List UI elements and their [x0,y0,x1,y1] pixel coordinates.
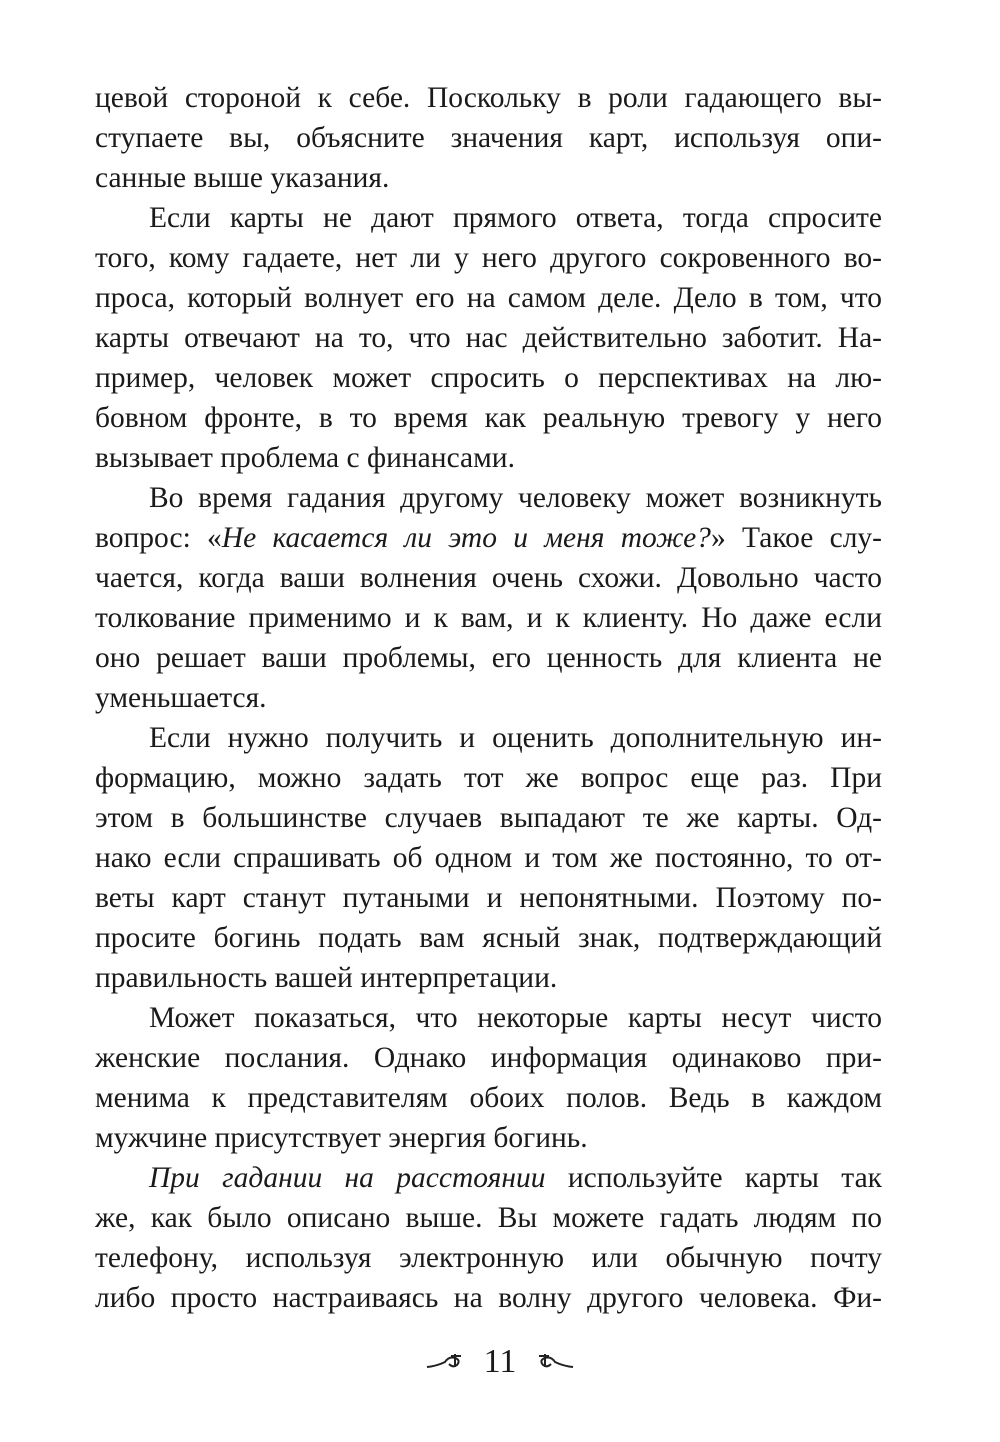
page-number: 11 [483,1343,517,1380]
text-line [95,438,882,478]
text-segment: Если нужно получить и оценить дополнительную ин- [149,722,882,754]
text-line [95,198,882,238]
page-footer [0,1340,1000,1386]
text-segment: вызывает проблема с финансами. [95,442,515,474]
text-segment: либо просто настраиваясь на волну другого человека. Фи- [95,1282,882,1314]
text-line [95,358,882,398]
text-line [95,718,882,758]
text-segment: Может показаться, что некоторые карты несут чисто [149,1002,882,1034]
text-segment: мужчине присутствует энергия богинь. [95,1122,588,1154]
text-line [95,598,882,638]
text-segment: бовном фронте, в то время как реальную тревогу у него [95,402,882,434]
text-segment: формацию, можно задать тот же вопрос еще раз. При [95,762,882,794]
text-line [95,878,882,918]
text-segment: чается, когда ваши волнения очень схожи. Довольно часто [95,562,882,594]
text-line [95,398,882,438]
text-segment: того, кому гадаете, нет ли у него другого сокровенного во- [95,242,882,274]
text-line [95,918,882,958]
text-line [95,118,882,158]
ornament-left-icon [425,1342,465,1386]
text-line [95,1198,882,1238]
italic-text: При гадании на расстоянии [149,1162,546,1194]
text-segment: правильность вашей интерпретации. [95,962,558,994]
text-line [95,998,882,1038]
text-line [95,318,882,358]
text-segment: используйте карты так [545,1162,882,1194]
text-segment: Если карты не дают прямого ответа, тогда спросите [149,202,882,234]
text-line [95,1078,882,1118]
text-segment: санные выше указания. [95,162,390,194]
text-segment: просите богинь подать вам ясный знак, подтверждающий [95,922,882,954]
text-segment: проса, который волнует его на самом деле. Дело в том, что [95,282,882,314]
text-segment: веты карт станут путаными и непонятными. Поэтому по- [95,882,882,914]
text-line [95,158,882,198]
text-segment: женские послания. Однако информация одинаково при- [95,1042,882,1074]
text-segment: нако если спрашивать об одном и том же постоянно, то от- [95,842,882,874]
text-line [95,958,882,998]
text-segment: оно решает ваши проблемы, его ценность для клиента не [95,642,882,674]
text-line [95,1158,882,1198]
text-line [95,278,882,318]
text-line [95,1238,882,1278]
text-segment: уменьшается. [95,682,267,714]
text-segment: Во время гадания другому человеку может возникнуть [149,482,882,514]
text-line [95,518,882,558]
text-line [95,838,882,878]
text-line [95,798,882,838]
text-line [95,638,882,678]
text-segment: вопрос: « [95,522,222,554]
italic-text: Не касается ли это и меня тоже? [221,522,711,554]
text-line [95,558,882,598]
text-line [95,1278,882,1318]
text-line [95,1118,882,1158]
text-segment: ступаете вы, объясните значения карт, используя опи- [95,122,882,154]
text-segment: толкование применимо и к вам, и к клиенту. Но даже если [95,602,882,634]
text-segment: телефону, используя электронную или обычную почту [95,1242,882,1274]
ornament-right-icon [535,1342,575,1386]
text-segment: пример, человек может спросить о перспективах на лю- [95,362,882,394]
text-line [95,1038,882,1078]
text-segment: карты отвечают на то, что нас действительно заботит. На- [95,322,882,354]
body-text [95,78,882,1318]
text-line [95,758,882,798]
text-segment: менима к представителям обоих полов. Ведь в каждом [95,1082,882,1114]
text-segment: цевой стороной к себе. Поскольку в роли гадающего вы- [95,82,882,114]
text-line [95,478,882,518]
text-segment: этом в большинстве случаев выпадают те же карты. Од- [95,802,882,834]
text-line [95,238,882,278]
text-segment: же, как было описано выше. Вы можете гадать людям по [95,1202,882,1234]
text-segment: » Такое слу- [710,522,882,554]
text-line [95,78,882,118]
text-line [95,678,882,718]
